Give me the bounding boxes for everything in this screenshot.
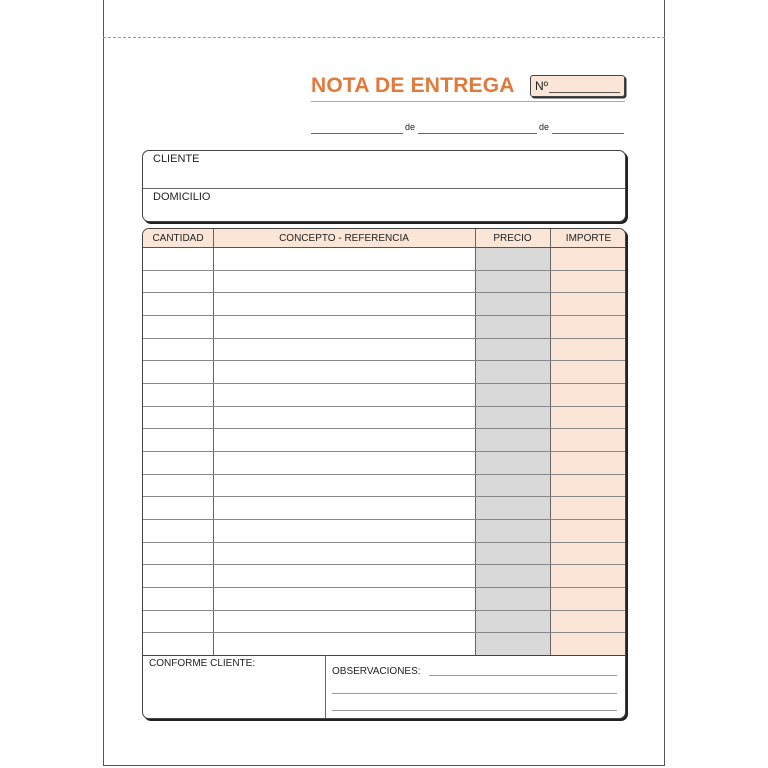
table-row[interactable] <box>143 315 625 339</box>
table-row[interactable] <box>143 564 625 588</box>
number-field[interactable] <box>530 75 625 97</box>
address-label: DOMICILIO <box>153 191 211 203</box>
observations-line-2[interactable] <box>332 693 617 694</box>
table-row[interactable] <box>143 406 625 430</box>
table-row[interactable] <box>143 632 625 656</box>
table-row[interactable] <box>143 587 625 611</box>
date-day-line[interactable] <box>311 133 403 134</box>
perforation-line <box>103 37 665 38</box>
items-table <box>142 228 626 719</box>
table-row[interactable] <box>143 428 625 452</box>
table-row[interactable] <box>143 496 625 520</box>
table-row[interactable] <box>143 383 625 407</box>
column-header-concepto: CONCEPTO - REFERENCIA <box>279 232 409 244</box>
document-title: NOTA DE ENTREGA <box>311 74 515 97</box>
table-row[interactable] <box>143 474 625 498</box>
observations-line-1[interactable] <box>429 675 617 676</box>
table-row[interactable] <box>143 542 625 566</box>
table-row[interactable] <box>143 519 625 543</box>
column-header-precio: PRECIO <box>493 232 532 244</box>
footer-column-divider <box>325 655 326 719</box>
date-month-line[interactable] <box>418 133 537 134</box>
number-line <box>549 92 620 93</box>
client-box <box>142 150 626 222</box>
table-row[interactable] <box>143 451 625 475</box>
column-header-cantidad: CANTIDAD <box>152 232 204 244</box>
observations-line-3[interactable] <box>332 710 617 711</box>
conforme-cliente-label: CONFORME CLIENTE: <box>149 658 256 669</box>
title-rule <box>311 101 625 102</box>
observations-label: OBSERVACIONES: <box>332 666 421 677</box>
table-row[interactable] <box>143 610 625 634</box>
column-header-importe: IMPORTE <box>565 232 612 244</box>
date-year-line[interactable] <box>552 133 624 134</box>
table-row[interactable] <box>143 338 625 362</box>
date-separator-1: de <box>405 122 416 132</box>
table-row[interactable] <box>143 247 625 271</box>
table-row[interactable] <box>143 292 625 316</box>
number-label: Nº <box>535 79 549 93</box>
table-row[interactable] <box>143 270 625 294</box>
date-separator-2: de <box>539 122 550 132</box>
client-label: CLIENTE <box>153 153 200 165</box>
footer-divider <box>143 655 625 656</box>
client-divider <box>143 188 625 189</box>
table-row[interactable] <box>143 360 625 384</box>
